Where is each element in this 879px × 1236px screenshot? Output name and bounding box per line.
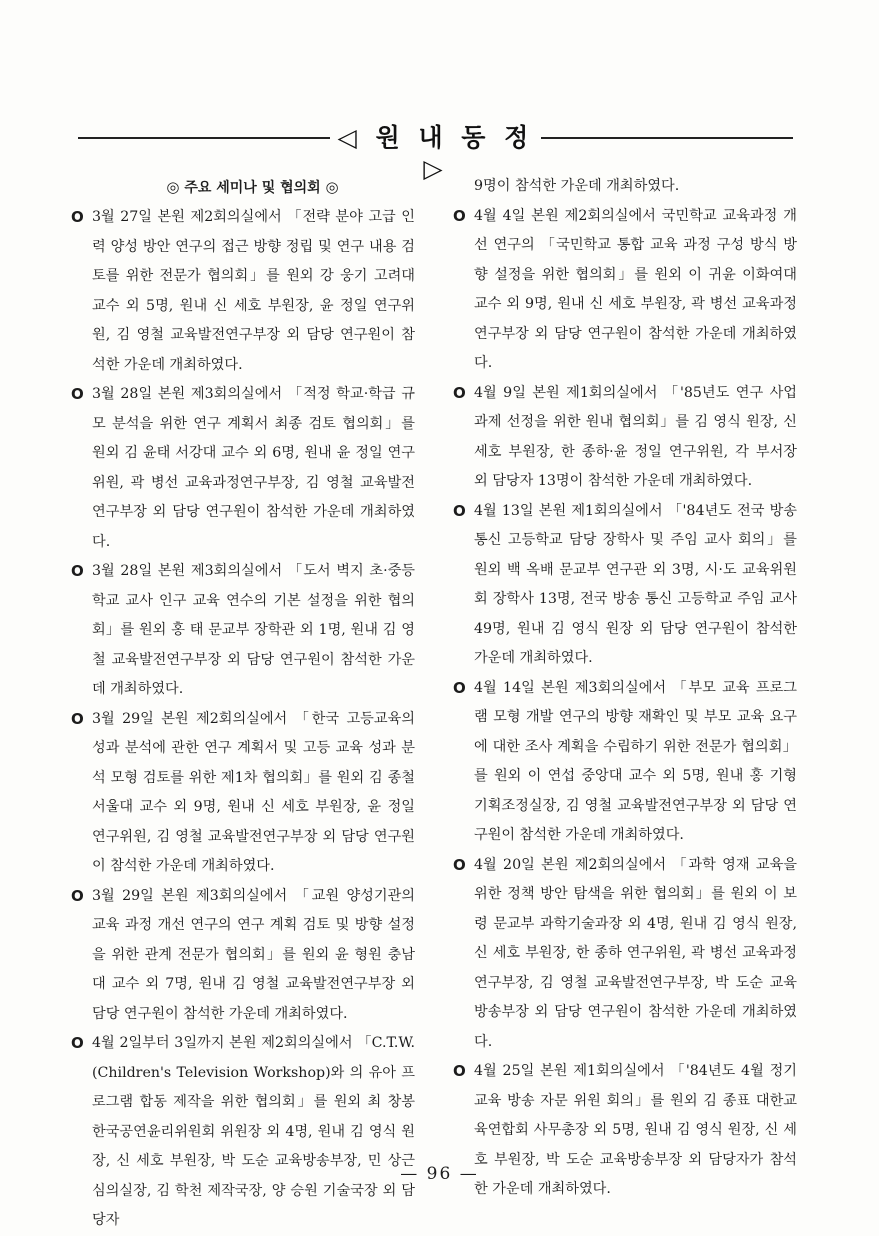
list-item	[452, 497, 797, 674]
list-item-text: 4월 20일 본원 제2회의실에서 「과학 영재 교육을 위한 정책 방안 탐색을 위한 협의회」를 원외 이 보령 문교부 과학기술과장 외 4명, 원내 김 영식 원장, 신 세호 부원장, 한 종하 연구위원, 곽 병선 교육과정연구부장, 김 영철 교육발전연구부장, 박 도순 교육방송부장 외 담당 연구원이 참석한 가운데 개최하였다.	[474, 856, 797, 1050]
list-item-text: 3월 28일 본원 제3회의실에서 「도서 벽지 초·중등 학교 교사 인구 교육 연수의 기본 설정을 위한 협의회」를 원외 홍 태 문교부 장학관 외 1명, 원내 김 영철 교육발전연구부장 외 담당 연구원이 참석한 가운데 개최하였다.	[92, 563, 415, 697]
header-rule-left	[78, 137, 330, 139]
list-item	[452, 379, 797, 497]
list-item-text: 3월 29일 본원 제3회의실에서 「교원 양성기관의 교육 과정 개선 연구의 연구 계획 검토 및 방향 설정을 위한 관계 전문가 협의회」를 원외 윤 형원 충남대 교수 외 7명, 원내 김 영철 교육발전연구부장 외 담당 연구원이 참석한 가운데 개최하였다.	[92, 887, 415, 1022]
circle-marker-icon: O	[453, 678, 466, 697]
list-item-text: 3월 27일 본원 제2회의실에서 「전략 분야 고급 인력 양성 방안 연구의 접근 방향 정립 및 연구 내용 검토를 위한 전문가 협의회」를 원외 강 웅기 고려대 교수 외 5명, 원내 신 세호 부원장, 윤 정일 연구위원, 김 영철 교육발전연구부장 외 담당 연구원이 참석한 가운데 개최하였다.	[92, 209, 415, 373]
right-column	[452, 172, 797, 1205]
circle-marker-icon: O	[453, 383, 466, 402]
circle-marker-icon: O	[71, 1034, 84, 1052]
list-item-continuation: 9명이 참석한 가운데 개최하였다.	[474, 178, 680, 194]
list-item-text: 4월 2일부터 3일까지 본원 제2회의실에서 「C.T.W. (Children's Television Workshop)와 의 유아 프로그램 합동 제작을 위한 협의회」를 원외 최 창봉 한국공연윤리위원회 위원장 외 4명, 원내 김 영식 원장, 신 세호 부원장, 박 도순 교육방송부장, 민 상근 심의실장, 김 학천 제작국장, 양 승원 기술국장 외 담당자	[92, 1035, 415, 1228]
section-heading-text: 주요 세미나 및 협의회	[184, 180, 321, 196]
circle-marker-icon: O	[453, 501, 466, 520]
list-item-text: 4월 9일 본원 제1회의실에서 「'85년도 연구 사업 과제 선정을 위한 원내 협의회」를 김 영식 원장, 신 세호 부원장, 한 종하·윤 정일 연구위원, 각 부서장 외 담당자 13명이 참석한 가운데 개최하였다.	[474, 384, 797, 489]
list-item-text: 4월 25일 본원 제1회의실에서 「'84년도 4월 정기 교육 방송 자문 위원 회의」를 원외 김 종표 대한교육연합회 사무총장 외 5명, 원내 김 영식 원장, 신 세호 부원장, 박 도순 교육방송부장 외 담당자가 참석한 가운데 개최하였다.	[474, 1063, 797, 1197]
circle-marker-icon: O	[453, 855, 466, 874]
circle-marker-icon: O	[71, 208, 84, 226]
list-item	[452, 851, 797, 1058]
list-item	[70, 882, 415, 1030]
list-item	[70, 705, 415, 882]
circle-marker-icon: O	[453, 1062, 466, 1080]
section-heading	[70, 172, 415, 203]
list-item	[452, 674, 797, 851]
list-item	[70, 1029, 415, 1236]
list-item-text: 4월 13일 본원 제1회의실에서 「'84년도 전국 방송 통신 고등학교 담당 장학사 및 주임 교사 회의」를 원외 백 옥배 문교부 연구관 외 3명, 시·도 교육위원회 장학사 13명, 전국 방송 통신 고등학교 주임 교사 49명, 원내 김 영식 원장 외 담당 연구원이 참석한 가운데 개최하였다.	[474, 502, 797, 666]
list-item	[70, 380, 415, 557]
list-item	[452, 202, 797, 379]
bullet-icon: ◎	[166, 178, 180, 196]
bullet-icon: ◎	[325, 178, 339, 196]
list-item	[70, 557, 415, 705]
page-title: ◁ 원 내 동 정 ▷	[337, 123, 534, 183]
list-item	[70, 203, 415, 380]
list-item-text: 4월 4일 본원 제2회의실에서 국민학교 교육과정 개선 연구의 「국민학교 통합 교육 과정 구성 방식 방향 설정을 위한 협의회」를 원외 이 귀윤 이화여대 교수 외 9명, 원내 신 세호 부원장, 곽 병선 교육과정연구부장 외 담당 연구원이 참석한 가운데 개최하였다.	[474, 207, 797, 371]
circle-marker-icon: O	[71, 709, 84, 728]
circle-marker-icon: O	[71, 385, 84, 403]
circle-marker-icon: O	[453, 206, 466, 225]
circle-marker-icon: O	[71, 886, 84, 905]
list-item-text: 3월 29일 본원 제2회의실에서 「한국 고등교육의 성과 분석에 관한 연구 계획서 및 고등 교육 성과 분석 모형 검토를 위한 제1차 협의회」를 원외 김 종철 서울대 교수 외 9명, 원내 신 세호 부원장, 윤 정일 연구위원, 김 영철 교육발전연구부장 외 담당 연구원이 참석한 가운데 개최하였다.	[92, 710, 415, 874]
left-column	[70, 172, 415, 1236]
section-header	[78, 116, 793, 183]
circle-marker-icon: O	[71, 562, 84, 580]
page-number: — 96 —	[400, 1164, 479, 1184]
header-rule-right	[541, 137, 793, 139]
list-item-text: 3월 28일 본원 제3회의실에서 「적정 학교·학급 규모 분석을 위한 연구 계획서 최종 검토 협의회」를 원외 김 윤태 서강대 교수 외 6명, 원내 윤 정일 연구위원, 곽 병선 교육과정연구부장, 김 영철 교육발전연구부장 외 담당 연구원이 참석한 가운데 개최하였다.	[92, 386, 415, 550]
list-item-text: 4월 14일 본원 제3회의실에서 「부모 교육 프로그램 모형 개발 연구의 방향 재확인 및 부모 교육 요구에 대한 조사 계획을 수립하기 위한 전문가 협의회」를 원외 이 연섭 중앙대 교수 외 5명, 원내 홍 기형 기획조정실장, 김 영철 교육발전연구부장 외 담당 연구원이 참석한 가운데 개최하였다.	[474, 679, 797, 843]
